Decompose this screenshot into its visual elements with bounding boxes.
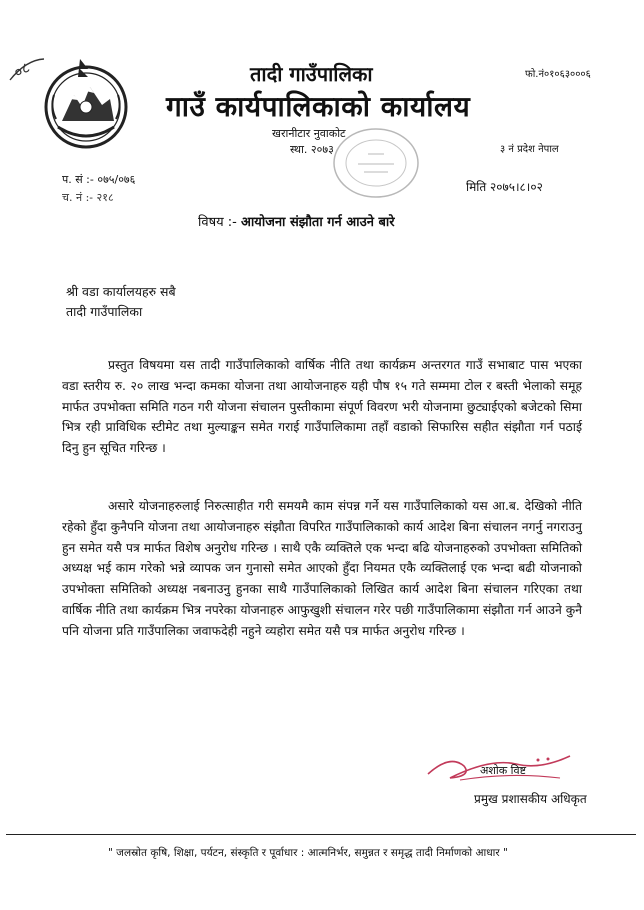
dispatch-number: च. नं :- २१८ <box>62 191 114 204</box>
subject-line <box>198 212 395 230</box>
office-seal-stamp <box>330 124 422 202</box>
signatory-title: प्रमुख प्रशासकीय अधिकृत <box>474 792 587 806</box>
footer-motto: " जलस्रोत कृषि, शिक्षा, पर्यटन, संस्कृति र पूर्वाधार : आत्मनिर्भर, समुन्नत र समृद्ध तादी निर्माणको आधार " <box>108 847 508 859</box>
office-title: गाउँ कार्यपालिकाको कार्यालय <box>166 90 471 123</box>
signatory-name: अशोक विष्ट <box>480 764 527 777</box>
letter-date: मिति २०७५।८।०२ <box>466 180 543 194</box>
footer-divider <box>6 834 636 835</box>
municipality-name: तादी गाउँपालिका <box>250 62 373 86</box>
nepal-government-emblem-icon <box>40 55 132 155</box>
subject-text: आयोजना संझौता गर्न आउने बारे <box>241 215 395 230</box>
province-label: ३ नं प्रदेश नेपाल <box>500 144 559 155</box>
letter-reference-number: प. सं :- ०७५/०७६ <box>62 173 136 186</box>
subject-label: विषय :- <box>198 215 237 230</box>
phone-number: फो.नं०१०६३०००६ <box>525 69 591 80</box>
established-year: स्था. २०७३ <box>290 143 334 156</box>
recipient-line-2: तादी गाउँपालिका <box>66 304 143 319</box>
handwritten-number: ०८ <box>10 58 33 82</box>
body-paragraph-2: असारे योजनाहरुलाई निरुत्साहीत गरी समयमै काम संपन्न गर्ने यस गाउँपालिकाको यस आ.ब. देखिको नीति रहेको हुँदा कुनैपनि योजना तथा आयोजनाहरु संझौता विपरित गाउँपालिकाको कार्य आदेश बिना संचालन नगर्नु नगराउनु हुन समेत यसै पत्र मार्फत विशेष अनुरोध गरिन्छ । साथै एकै व्यक्तिले एक भन्दा बढि योजनाहरुको उपभोक्ता समितिको अध्यक्ष भई काम गरेको भन्ने व्यापक जन गुनासो समेत आएको हुँदा नियमत एकै व्यक्तिलाई एक भन्दा बढी योजनाको उपभोक्ता समितिको अध्यक्ष नबनाउनु हुनका साथै गाउँपालिकाको लिखित कार्य आदेश बिना संचालन गरिएका तथा वार्षिक नीति तथा कार्यक्रम भित्र नपरेका योजनाहरु आफुखुशी संचालन गरेर पछी गाउँपालिकामा संझौता गर्न आउने कुनै पनि योजना प्रति गाउँपालिका जवाफदेही नहुने व्यहोरा समेत यसै पत्र मार्फत अनुरोध गरिन्छ । <box>62 499 582 638</box>
body-paragraph-1: प्रस्तुत विषयमा यस तादी गाउँपालिकाको वार्षिक नीति तथा कार्यक्रम अन्तरगत गाउँ सभाबाट पास भएका वडा स्तरीय रु. २० लाख भन्दा कमका योजना तथा आयोजनाहरु यही पौष १५ गते सम्ममा टोल र बस्ती भेलाको समूह मार्फत उपभोक्ता समिति गठन गरी योजना संचालन पुस्तीकामा संपूर्ण विवरण भरी योजनामा छुट्याईएको बजेटको सिमा भित्र रही प्राविधिक स्टीमेट तथा मुल्याङ्कन समेत गराई गाउँपालिकामा तहाँ वडाको सिफारिस सहीत संझौता गर्न पठाई दिनु हुन सूचित गरिन्छ । <box>62 358 582 456</box>
office-address: खरानीटार नुवाकोट <box>272 127 346 140</box>
recipient-line-1: श्री वडा कार्यालयहरु सबै <box>66 284 176 299</box>
